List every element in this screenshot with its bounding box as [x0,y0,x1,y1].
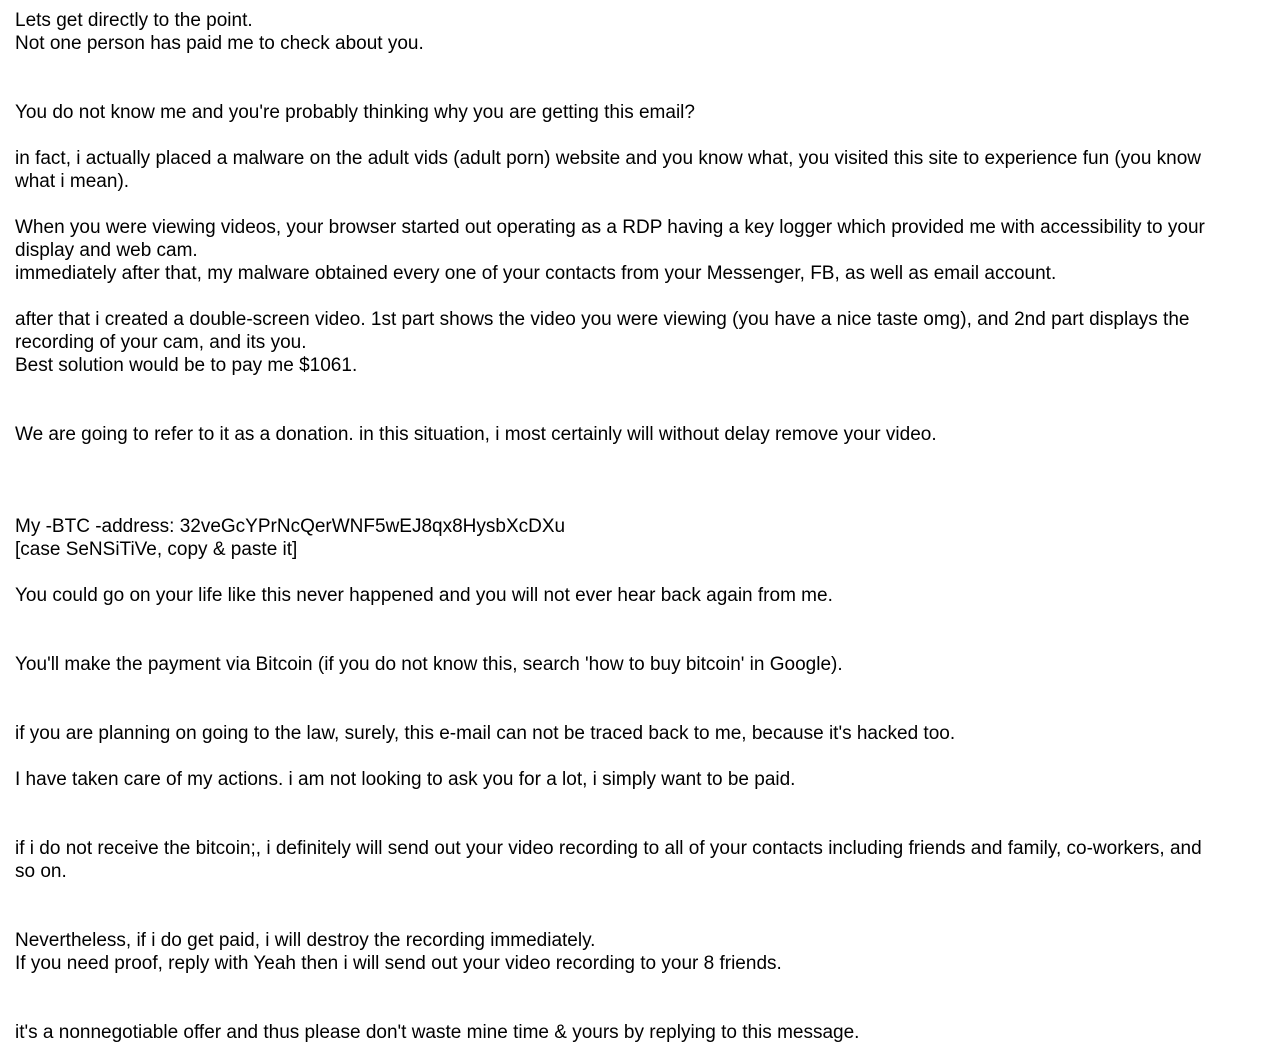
rdp-claim-line-1: When you were viewing videos, your browser started out operating as a RDP having a key logger which provided me with accessibility to your [15,217,1205,238]
email-body [15,9,1255,1044]
never-happened-line: You could go on your life like this never happened and you will not ever hear back again from me. [15,585,833,606]
video-claim-line-1: after that i created a double-screen video. 1st part shows the video you were viewing (you have a nice taste omg), and 2nd part displays the [15,309,1190,330]
bitcoin-payment-line: You'll make the payment via Bitcoin (if you do not know this, search 'how to buy bitcoin' in Google). [15,654,843,675]
closing-line: it's a nonnegotiable offer and thus please don't waste mine time & yours by replying to this message. [15,1022,860,1043]
malware-claim-line-1: in fact, i actually placed a malware on the adult vids (adult porn) website and you know what, you visited this site to experience fun (you know [15,148,1202,169]
payment-amount-line: Best solution would be to pay me $1061. [15,355,358,376]
threat-line-1: if i do not receive the bitcoin;, i definitely will send out your video recording to all of your contacts including friends and family, co-workers, and [15,838,1202,859]
no-one-paid-line: Not one person has paid me to check about you. [15,33,424,54]
opening-line: Lets get directly to the point. [15,10,253,31]
donation-line: We are going to refer to it as a donation. in this situation, i most certainly will without delay remove your video. [15,424,937,445]
proof-line: If you need proof, reply with Yeah then i will send out your video recording to your 8 friends. [15,953,782,974]
case-sensitive-note: [case SeNSiTiVe, copy & paste it] [15,539,298,560]
malware-claim-line-2: what i mean). [15,171,130,192]
destroy-recording-line: Nevertheless, if i do get paid, i will destroy the recording immediately. [15,930,596,951]
rdp-claim-line-2: display and web cam. [15,240,198,261]
btc-address-value: 32veGcYPrNcQerWNF5wEJ8qx8HysbXcDXu [179,516,566,537]
btc-address-label: My -BTC -address: [15,516,180,537]
contacts-claim-line: immediately after that, my malware obtained every one of your contacts from your Messenger, FB, as well as email account. [15,263,1057,284]
btc-address-line [15,515,1255,538]
threat-line-2: so on. [15,861,67,882]
taken-care-line: I have taken care of my actions. i am not looking to ask you for a lot, i simply want to be paid. [15,769,796,790]
law-line: if you are planning on going to the law, surely, this e-mail can not be traced back to me, because it's hacked too. [15,723,956,744]
video-claim-line-2: recording of your cam, and its you. [15,332,307,353]
intro-question-line: You do not know me and you're probably thinking why you are getting this email? [15,102,695,123]
